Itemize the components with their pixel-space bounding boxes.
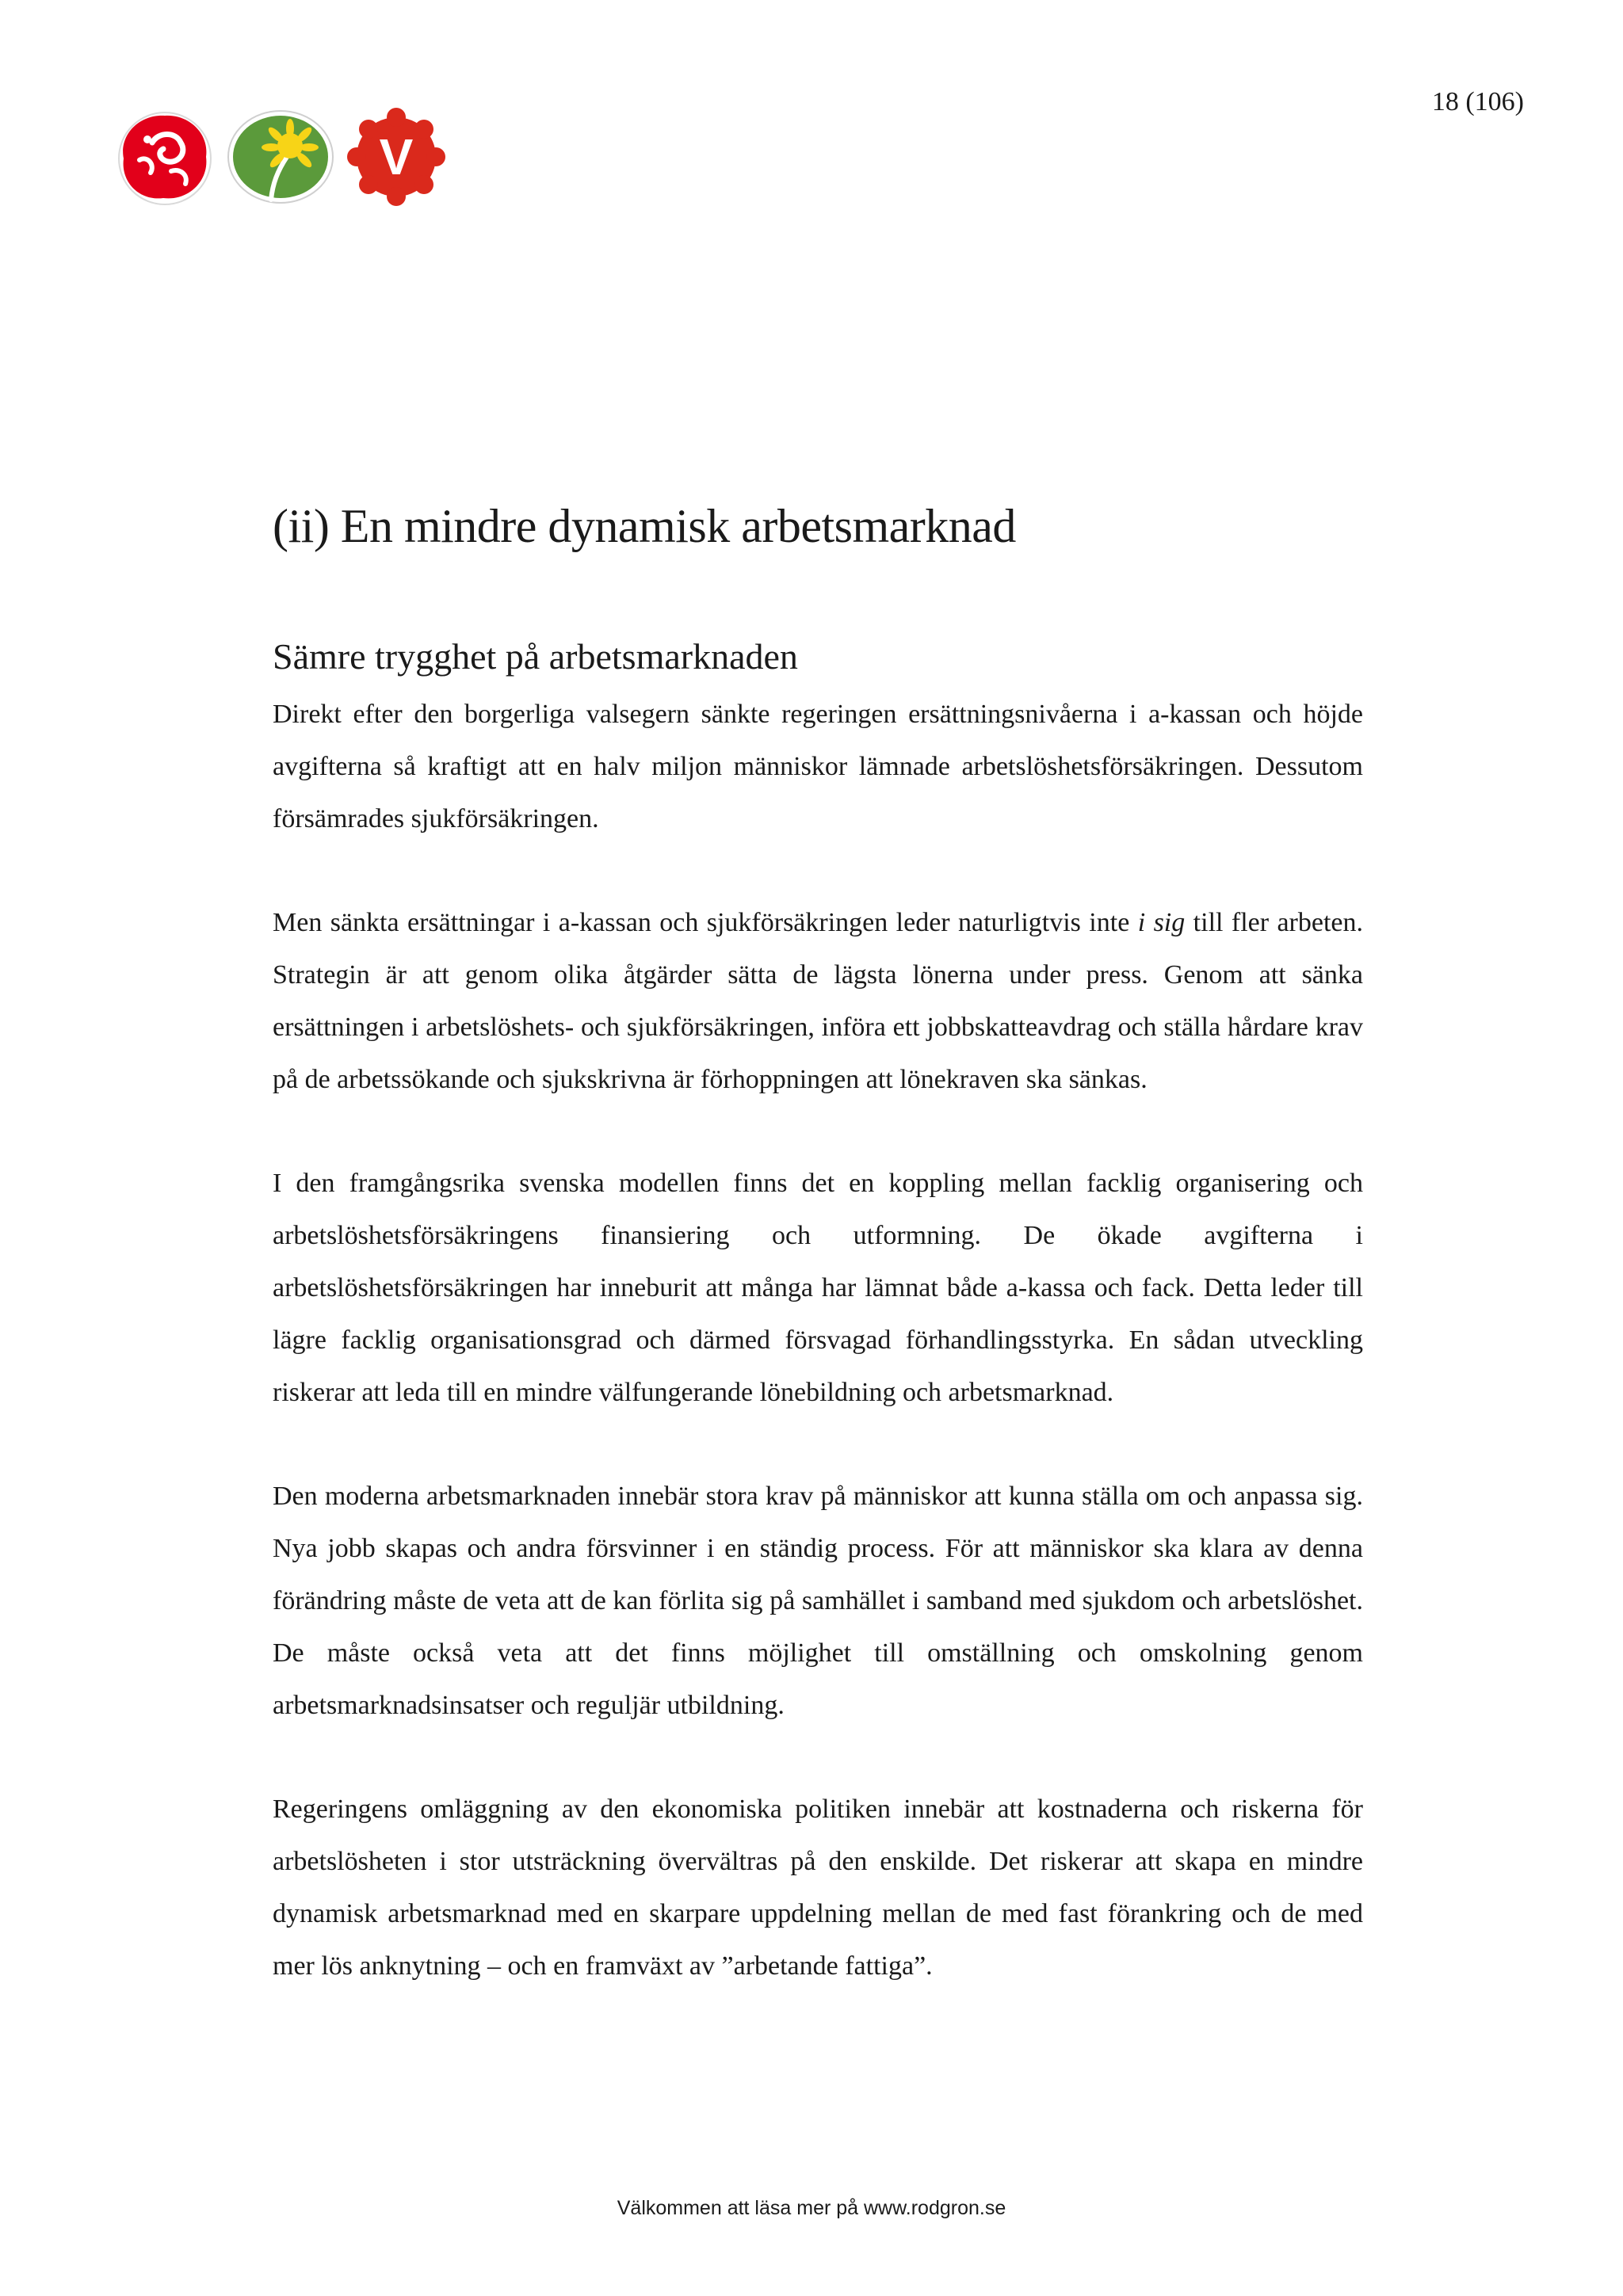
paragraph-3: I den framgångsrika svenska modellen finns det en koppling mellan facklig organisering och arbetslöshetsförsäkringens finansiering och utformning. De ökade avgifterna i arbetslöshetsförsäkringen har inneburit att många har lämnat både a-kassa och fack. Detta leder till lägre facklig organisationsgrad och därmed försvagad förhandlingsstyrka. En sådan utveckling riskerar att leda till en mindre välfungerande lönebildning och arbetsmarknad.	[273, 1168, 1363, 1407]
paragraph-2-part-2: till fler arbeten. Strategin är att genom olika åtgärder sätta de lägsta lönerna under press. Genom att sänka ersättningen i arbetslöshets- och sjukförsäkringen, införa ett jobbskatteavdrag och ställa hårdare krav på de arbetssökande och sjukskrivna är förhoppningen att lönekraven ska sänkas.	[273, 907, 1364, 1094]
paragraph-1: Direkt efter den borgerliga valsegern sänkte regeringen ersättningsnivåerna i a-kassan och höjde avgifterna så kraftigt att en halv miljon människor lämnade arbetslöshetsförsäkringen. Dessutom försämrades sjukförsäkringen.	[273, 699, 1363, 833]
paragraph-2-part-1: Men sänkta ersättningar i a-kassan och sjukförsäkringen leder naturligtvis inte	[273, 907, 1138, 937]
page-number: 18 (106)	[1431, 87, 1524, 116]
document-body	[273, 499, 1363, 2044]
v-logo-letter: V	[379, 128, 414, 185]
section-title: (ii) En mindre dynamisk arbetsmarknad	[273, 500, 1016, 552]
dandelion-logo-icon	[225, 108, 336, 206]
paragraph-2-italic: i sig	[1137, 907, 1186, 937]
paragraph-4: Den moderna arbetsmarknaden innebär stora krav på människor att kunna ställa om och anpassa sig. Nya jobb skapas och andra försvinner i en ständig process. För att människor ska klara av denna förändring måste de veta att de kan förlita sig på samhället i samband med sjukdom och arbetslöshet. De måste också veta att det finns möjlighet till omställning och omskolning genom arbetsmarknadsinsatser och reguljär utbildning.	[273, 1481, 1363, 1720]
paragraph-2	[273, 897, 1363, 1106]
paragraph-5: Regeringens omläggning av den ekonomiska politiken innebär att kostnaderna och riskerna för arbetslösheten i stor utsträckning övervältras på den enskilde. Det riskerar att skapa en mindre dynamisk arbetsmarknad med en skarpare uppdelning mellan de med fast förankring och de med mer lös anknytning – och en framväxt av ”arbetande fattiga”.	[273, 1794, 1363, 1981]
footer-text: Välkommen att läsa mer på www.rodgron.se	[617, 2197, 1006, 2219]
section-subtitle: Sämre trygghet på arbetsmarknaden	[273, 636, 798, 677]
v-logo-icon	[347, 108, 445, 206]
party-logos	[116, 108, 445, 206]
rose-logo-icon	[116, 108, 214, 206]
